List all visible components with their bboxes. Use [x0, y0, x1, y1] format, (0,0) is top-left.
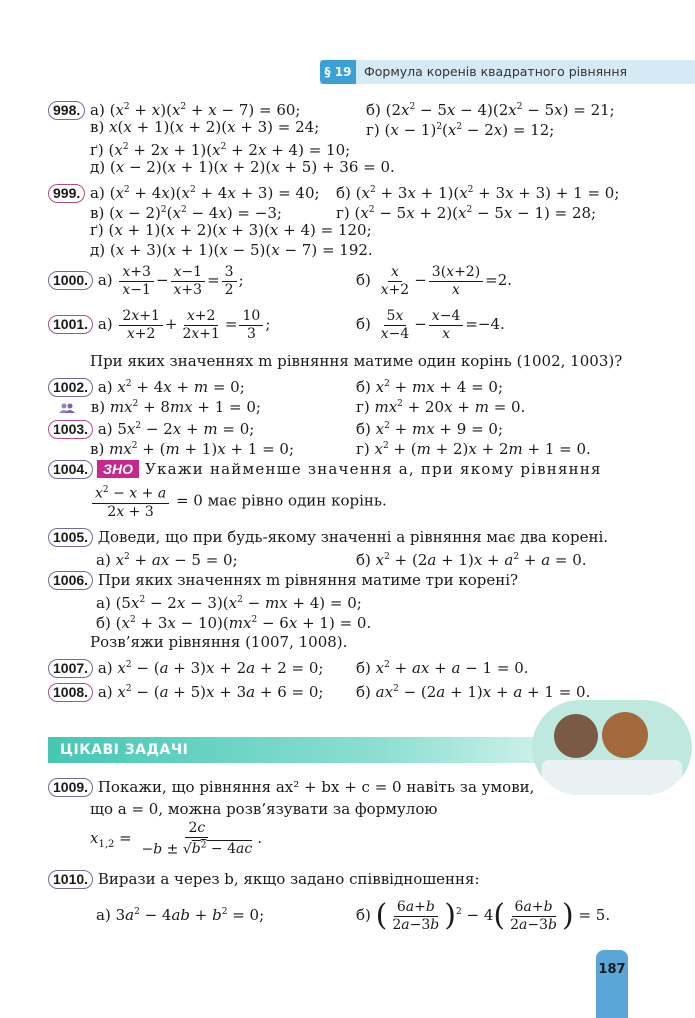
problem-1009-text-1: Покажи, що рівняння ax² + bx + c = 0 навіть за умови, — [97, 778, 535, 796]
problem-1007-a: 1007. а) $x^2 - (a + 3)x + 2a + 2 = 0$; — [48, 655, 323, 678]
problem-998-g: г) $(x - 1)^2(x^2 - 2x) = 12$; — [366, 121, 555, 139]
problem-1010-a: а) $3a^2 - 4ab + b^2 = 0$; — [96, 906, 265, 924]
problem-number: 1005. — [48, 528, 93, 547]
problem-1010-line-1 — [48, 869, 480, 889]
problem-1000-a: 1000. а) $\frac{x+3}{x-1}$ − $\frac{x-1}{x+3}$ = $\frac{3}{2}$ ; — [48, 262, 244, 299]
problem-1002-v: в) $mx^2 + 8mx + 1 = 0$; — [58, 394, 261, 417]
problem-999-g: г) $(x^2 - 5x + 2)(x^2 - 5x - 1) = 28$; — [336, 204, 597, 222]
problem-998-v: в) x(x + 1)(x + 2)(x + 3) = 24; — [90, 118, 320, 136]
problem-1006-line-1 — [48, 570, 518, 590]
problem-1004-line-1 — [48, 459, 602, 479]
pair-work-icon — [58, 403, 76, 413]
problem-1004-text-2: = 0 має рівно один корінь. — [175, 491, 387, 510]
problem-number: 1007. — [48, 659, 93, 678]
section-header — [320, 60, 695, 84]
problem-1003-a: 1003. а) $5x^2 - 2x + m = 0$; — [48, 416, 254, 439]
problem-998-line-1: 998. а) $(x^2 + x)(x^2 + x - 7) = 60$; — [48, 97, 300, 120]
problem-1008-b: б) $ax^2 - (2a + 1)x + a + 1 = 0$. — [356, 683, 591, 701]
students-photo — [532, 700, 692, 795]
student-figure — [554, 714, 598, 758]
section-title: Формула коренів квадратного рівняння — [364, 64, 628, 79]
problem-1004-text: Укажи найменше значення a, при якому рівняння — [145, 460, 602, 478]
problem-1008-a: 1008. а) $x^2 - (a + 5)x + 3a + 6 = 0$; — [48, 679, 323, 702]
problem-999-d: д) (x + 3)(x + 1)(x − 5)(x − 7) = 192. — [90, 241, 373, 259]
problem-1002-b: б) $x^2$ + mx + 4 = 0; — [356, 378, 504, 396]
problem-998-b: б) $(2x^2 - 5x - 4)(2x^2 - 5x) = 21$; — [366, 101, 615, 119]
problem-998-g2: ґ) $(x^2 + 2x + 1)(x^2 + 2x + 4) = 10$; — [90, 141, 351, 159]
problem-1004-line-2: $\frac{x^2 - x + a}{2x + 3}$ = 0 має рівно один корінь. — [90, 482, 387, 521]
section-heading: ЦІКАВІ ЗАДАЧІ — [60, 742, 189, 758]
problem-1003-b: б) $x^2$ + mx + 9 = 0; — [356, 420, 504, 438]
problem-1005-a: а) $x^2$ + ax − 5 = 0; — [96, 551, 238, 569]
problem-999-line-1: 999. а) $(x^2 + 4x)(x^2 + 4x + 3) = 40$; — [48, 180, 320, 203]
problem-1001-b: б) $\frac{5x}{x-4}$ − $\frac{x-4}{x}$ =−4. — [356, 307, 505, 342]
desk-shape — [542, 760, 682, 795]
page-number: 187 — [596, 950, 628, 1018]
problem-number: 1010. — [48, 870, 93, 889]
problem-number: 1003. — [48, 420, 93, 439]
problem-1006-b: б) $(x^2 + 3x - 10)(mx^2 - 6x + 1) = 0$. — [96, 614, 372, 632]
problem-1010-text: Вирази a через b, якщо задано співвідношення: — [97, 870, 480, 888]
problem-number: 1004. — [48, 460, 93, 479]
problem-1006-text: При яких значеннях m рівняння матиме три корені? — [97, 571, 519, 589]
problem-1001-a: 1001. а) $\frac{2x+1}{x+2}$ + $\frac{x+2}{2x+1}$ = $\frac{10}{3}$ ; — [48, 306, 270, 343]
problem-1005-b: б) $x^2 + (2a + 1)x + a^2 + a = 0$. — [356, 551, 587, 569]
problem-1002-a: 1002. а) $x^2 + 4x + m = 0$; — [48, 374, 245, 397]
problem-number: 1009. — [48, 778, 93, 797]
problem-999-v: в) $(x - 2)^2(x^2 - 4x) = -3$; — [90, 204, 282, 222]
problem-1009-line-1 — [48, 777, 534, 797]
problem-1005-text: Доведи, що при будь-якому значенні a рівняння має два корені. — [97, 528, 609, 546]
problem-1000-b: б) $\frac{x}{x+2}$ − $\frac{3(x+2)}{x}$ =2. — [356, 263, 513, 298]
problem-1010-b: б) ( $\frac{6a+b}{2a-3b}$ )$^2$ − 4( $\frac{6a+b}{2a-3b}$ ) = 5. — [356, 898, 611, 933]
problem-number: 1008. — [48, 683, 93, 702]
problem-1003-g: г) $x^2 + (m + 2)x + 2m + 1 = 0$. — [356, 440, 591, 458]
problem-1005-line-1 — [48, 527, 608, 547]
problem-number: 1002. — [48, 378, 93, 397]
problem-999-b: б) $(x^2 + 3x + 1)(x^2 + 3x + 3) + 1 = 0$; — [336, 184, 620, 202]
problem-1002-g: г) $mx^2 + 20x + m = 0$. — [356, 398, 526, 416]
problem-number: 1000. — [48, 271, 93, 290]
problem-number: 1006. — [48, 571, 93, 590]
student-figure — [602, 712, 648, 758]
problem-1003-v: в) $mx^2 + (m + 1)x + 1 = 0$; — [90, 440, 295, 458]
problem-number: 998. — [48, 101, 85, 120]
problem-999-g2: ґ) (x + 1)(x + 2)(x + 3)(x + 4) = 120; — [90, 221, 372, 239]
instruction-1002-1003: При яких значеннях m рівняння матиме один корінь (1002, 1003)? — [90, 352, 623, 370]
problem-number: 999. — [48, 184, 85, 203]
problem-number: 1001. — [48, 315, 93, 334]
problem-1006-a: а) $(5x^2 - 2x - 3)(x^2$ − mx + 4) = 0; — [96, 594, 362, 612]
problem-1009-text-2: що a = 0, можна розв’язувати за формулою — [90, 800, 438, 818]
problem-1007-b: б) $x^2$ + ax + a − 1 = 0. — [356, 659, 529, 677]
zno-badge: ЗНО — [97, 460, 139, 478]
instruction-1007-1008: Розв’яжи рівняння (1007, 1008). — [90, 633, 348, 651]
problem-998-d: д) (x − 2)(x + 1)(x + 2)(x + 5) + 36 = 0. — [90, 158, 395, 176]
problem-1009-formula: $x_{1,2}$ = $\frac{2c}{-b \pm √b^2 - 4ac}$ . — [90, 819, 262, 858]
section-number-badge: § 19 — [320, 60, 356, 84]
interesting-problems-band — [48, 737, 608, 763]
